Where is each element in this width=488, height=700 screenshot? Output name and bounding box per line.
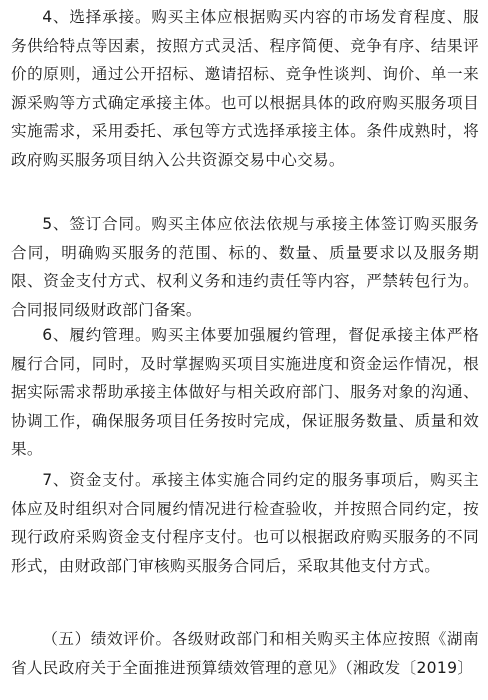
paragraph-sign-contract: 5、签订合同。购买主体应依法依规与承接主体签订购买服务合同，明确购买服务的范围、标的、数量、质量要求以及服务期限、资金支付方式、权利义务和违约责任等内容，严禁转包行为。合同报同级财政部门备案。 [11, 215, 479, 319]
paragraph-performance-evaluation: （五）绩效评价。各级财政部门和相关购买主体应按照《湖南省人民政府关于全面推进预算绩效管理的意见》（湘政发〔2019〕 [11, 630, 479, 677]
paragraph-select-contractor: 4、选择承接。购买主体应根据购买内容的市场发育程度、服务供给特点等因素，按照方式灵活、程序简便、竞争有序、结果评价的原则，通过公开招标、邀请招标、竞争性谈判、询价、单一来源采购等方式确定承接主体。也可以根据具体的政府购买服务项目实施需求，采用委托、承包等方式选择承接主体。条件成熟时，将政府购买服务项目纳入公共资源交易中心交易。 [11, 8, 479, 169]
paragraph-performance-management: 6、履约管理。购买主体要加强履约管理，督促承接主体严格履行合同，同时，及时掌握购买项目实施进度和资金运作情况，根据实际需求帮助承接主体做好与相关政府部门、服务对象的沟通、协调工作，确保服务项目任务按时完成，保证服务数量、质量和效果。 [11, 326, 479, 458]
paragraph-fund-payment: 7、资金支付。承接主体实施合同约定的服务事项后，购买主体应及时组织对合同履约情况进行检查验收，并按照合同约定，按现行政府采购资金支付程序支付。也可以根据政府购买服务的不同形式，由财政部门审核购买服务合同后，采取其他支付方式。 [11, 471, 479, 575]
